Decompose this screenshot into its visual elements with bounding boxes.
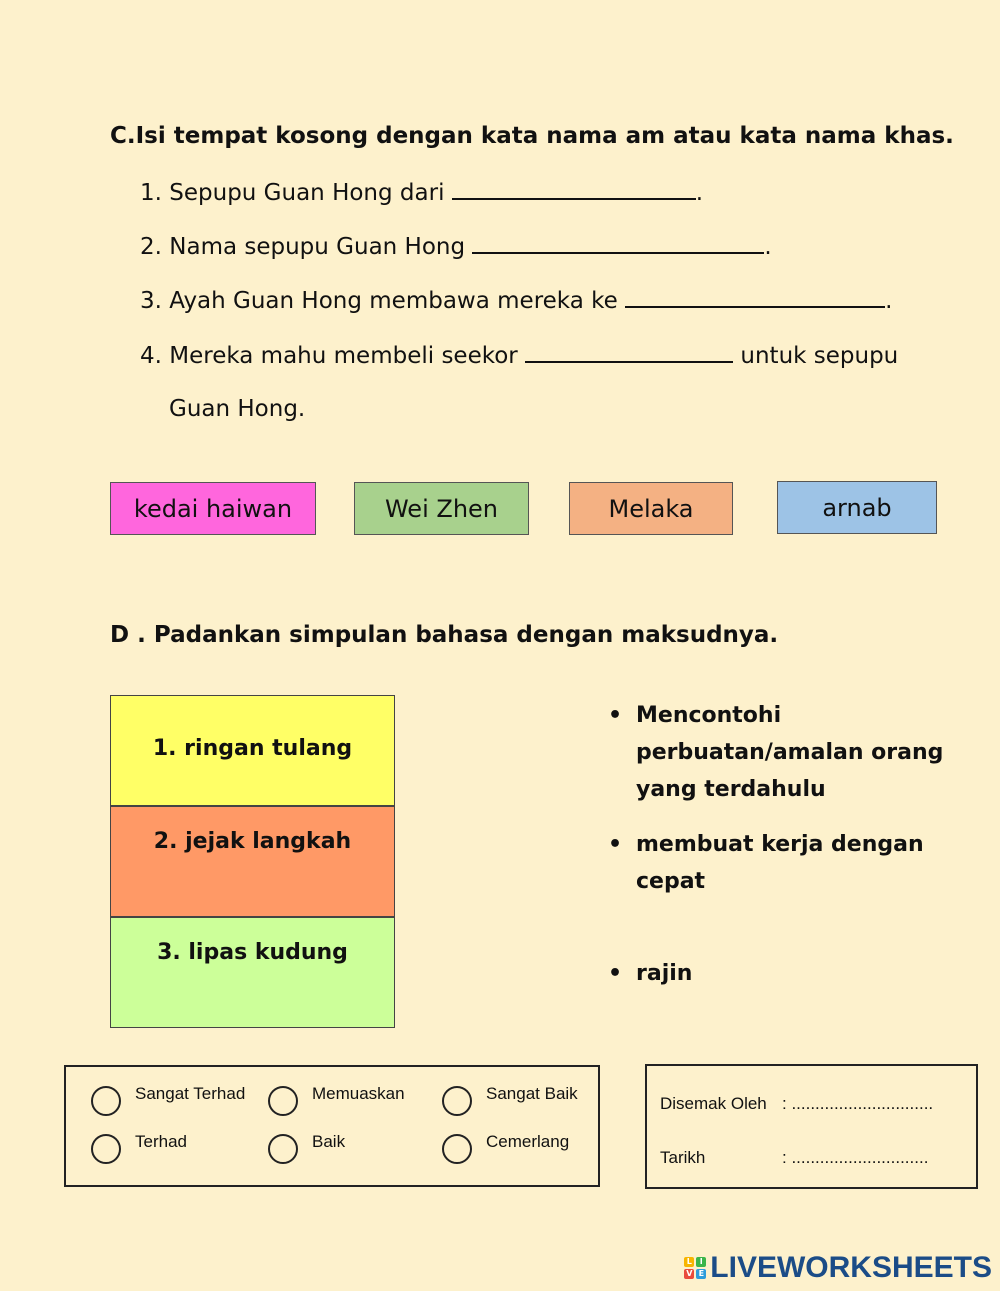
- word-card-arnab[interactable]: arnab: [777, 481, 937, 534]
- radio-circle-icon: [91, 1086, 121, 1116]
- radio-circle-icon: [442, 1086, 472, 1116]
- radio-sangat-terhad[interactable]: Sangat Terhad: [91, 1086, 245, 1116]
- question-2: 2. Nama sepupu Guan Hong .: [140, 234, 772, 260]
- idiom-box-lipas-kudung[interactable]: 3. lipas kudung: [110, 917, 395, 1028]
- radio-terhad[interactable]: Terhad: [91, 1134, 187, 1164]
- question-3: 3. Ayah Guan Hong membawa mereka ke .: [140, 288, 893, 314]
- answer-blank-1[interactable]: [452, 178, 696, 200]
- answer-blank-2[interactable]: [472, 232, 764, 254]
- checked-by-value: : ..............................: [782, 1094, 934, 1113]
- section-c-title: C.Isi tempat kosong dengan kata nama am atau kata nama khas.: [110, 123, 954, 149]
- checked-by-label: Disemak Oleh: [660, 1094, 767, 1113]
- logo-letter-e: E: [696, 1269, 706, 1279]
- section-d-title: D . Padankan simpulan bahasa dengan maksudnya.: [110, 622, 779, 648]
- word-card-wei-zhen[interactable]: Wei Zhen: [354, 482, 529, 535]
- idiom-box-ringan-tulang[interactable]: 1. ringan tulang: [110, 695, 395, 806]
- radio-memuaskan[interactable]: Memuaskan: [268, 1086, 405, 1116]
- logo-grid-icon: [684, 1257, 706, 1279]
- word-card-kedai-haiwan[interactable]: kedai haiwan: [110, 482, 316, 535]
- radio-circle-icon: [442, 1134, 472, 1164]
- idiom-box-jejak-langkah[interactable]: 2. jejak langkah: [110, 806, 395, 917]
- date-label: Tarikh: [660, 1148, 706, 1167]
- radio-cemerlang[interactable]: Cemerlang: [442, 1134, 569, 1164]
- meaning-item-3[interactable]: • rajin: [608, 961, 693, 986]
- brand-name: LIVEWORKSHEETS: [710, 1251, 992, 1284]
- radio-circle-icon: [91, 1134, 121, 1164]
- radio-baik[interactable]: Baik: [268, 1134, 345, 1164]
- word-card-melaka[interactable]: Melaka: [569, 482, 733, 535]
- radio-sangat-baik[interactable]: Sangat Baik: [442, 1086, 578, 1116]
- answer-blank-4[interactable]: [525, 341, 733, 363]
- answer-blank-3[interactable]: [625, 286, 885, 308]
- meaning-item-1[interactable]: • Mencontohi perbuatan/amalan orang yang terdahulu: [608, 703, 944, 802]
- liveworksheets-logo: [684, 1251, 992, 1285]
- date-value: : .............................: [782, 1148, 929, 1167]
- verification-panel: [645, 1064, 978, 1189]
- logo-letter-l: L: [684, 1257, 694, 1267]
- logo-letter-i: I: [696, 1257, 706, 1267]
- meaning-item-2[interactable]: • membuat kerja dengan cepat: [608, 832, 924, 894]
- logo-letter-v: V: [686, 1269, 693, 1278]
- question-4: 4. Mereka mahu membeli seekor untuk sepupu: [140, 343, 899, 369]
- question-4-continuation: Guan Hong.: [169, 396, 306, 422]
- assessment-panel: [64, 1065, 600, 1187]
- question-1: 1. Sepupu Guan Hong dari .: [140, 180, 704, 206]
- radio-circle-icon: [268, 1086, 298, 1116]
- radio-circle-icon: [268, 1134, 298, 1164]
